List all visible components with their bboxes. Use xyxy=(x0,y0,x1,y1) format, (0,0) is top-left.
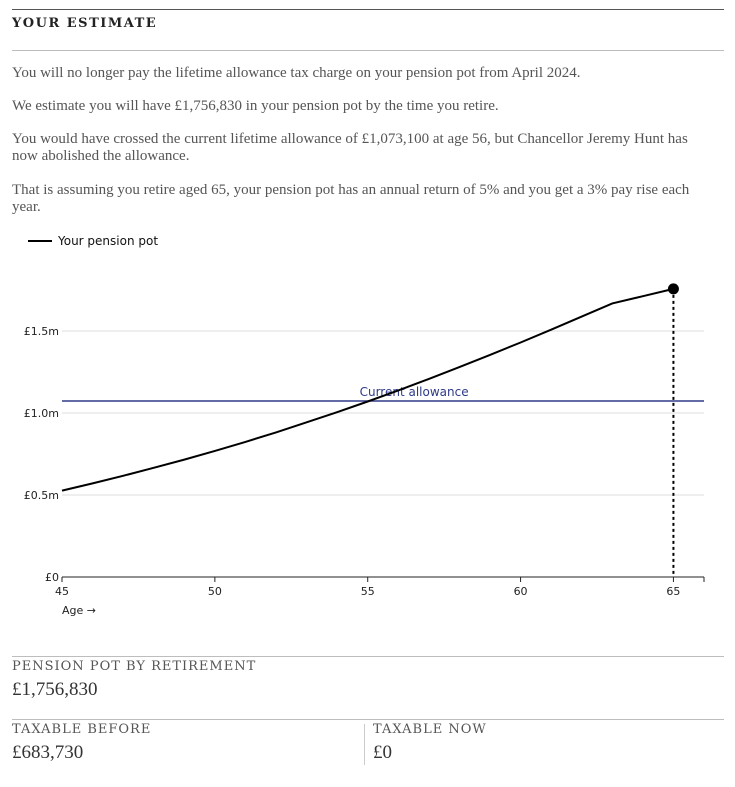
legend-line-swatch xyxy=(28,240,52,242)
paragraph-1: You will no longer pay the lifetime allowance tax charge on your pension pot from April 2024. xyxy=(12,65,581,81)
legend-label: Your pension pot xyxy=(58,234,159,248)
section-heading: YOUR ESTIMATE xyxy=(12,16,158,31)
stats-mid-rule xyxy=(12,719,724,720)
stats-top-rule xyxy=(12,656,724,657)
taxable-now-label: TAXABLE NOW xyxy=(373,722,487,737)
y-tick-label: £0 xyxy=(45,571,59,584)
chart-legend xyxy=(28,234,158,248)
y-tick-label: £1.0m xyxy=(23,407,59,420)
pension-chart xyxy=(0,250,735,630)
pot-value: £1,756,830 xyxy=(12,679,98,700)
taxable-before-value: £683,730 xyxy=(12,742,84,763)
y-tick-label: £1.5m xyxy=(23,325,59,338)
x-tick-label: 60 xyxy=(513,585,528,598)
x-tick-label: 45 xyxy=(55,585,69,598)
retirement-point xyxy=(668,283,679,294)
heading-rule xyxy=(12,50,724,51)
allowance-label: Current allowance xyxy=(359,385,469,400)
x-axis-label: Age → xyxy=(62,604,96,617)
stats-divider xyxy=(364,724,365,765)
y-tick-label: £0.5m xyxy=(23,489,59,502)
paragraph-4: That is assuming you retire aged 65, your pension pot has an annual return of 5% and you get a 3% pay rise each year. xyxy=(12,182,690,215)
taxable-now-value: £0 xyxy=(373,742,392,763)
x-tick-label: 65 xyxy=(666,585,681,598)
taxable-before-label: TAXABLE BEFORE xyxy=(12,722,152,737)
x-tick-label: 50 xyxy=(207,585,222,598)
pot-label: PENSION POT BY RETIREMENT xyxy=(12,659,257,674)
top-rule xyxy=(12,9,724,10)
paragraph-2: We estimate you will have £1,756,830 in your pension pot by the time you retire. xyxy=(12,98,499,114)
x-tick-label: 55 xyxy=(360,585,375,598)
paragraph-3: You would have crossed the current lifetime allowance of £1,073,100 at age 56, but Chancellor Jeremy Hunt has now abolished the allowance. xyxy=(12,131,688,164)
